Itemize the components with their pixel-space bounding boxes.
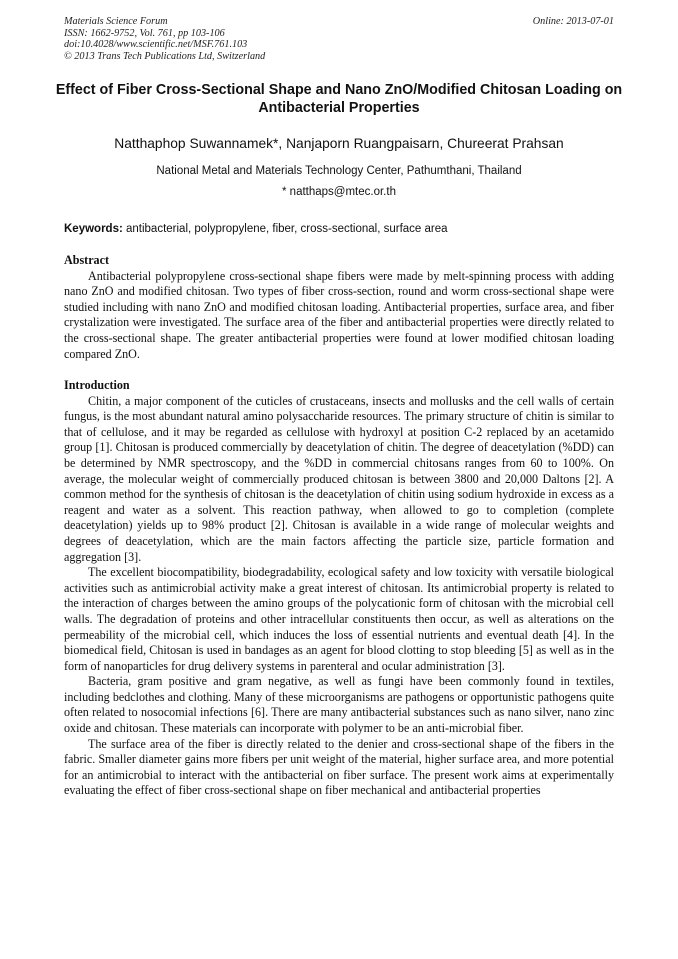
journal-header xyxy=(64,16,614,62)
abstract-heading: Abstract xyxy=(64,253,110,267)
journal-issn: ISSN: 1662-9752, Vol. 761, pp 103-106 xyxy=(64,27,225,39)
paper-title: Effect of Fiber Cross-Sectional Shape and Nano ZnO/Modified Chitosan Loading on Antibacterial Properties xyxy=(55,82,623,116)
author-list: Natthaphop Suwannamek*, Nanjaporn Ruangpaisarn, Chureerat Prahsan xyxy=(114,136,564,151)
intro-paragraph-3: Bacteria, gram positive and gram negative, as well as fungi have been commonly found in textiles, including bedclothes and clothing. Many of these microorganisms are pathogens or opportunistic pathogens quite often related to nosocomial infections [6]. There are many antibacterial substances such as nano silver, nano zinc oxide and chitosan. These materials can incorporate with polymer to be an anti-microbial fiber. xyxy=(64,674,614,736)
journal-meta xyxy=(64,16,614,62)
abstract-section xyxy=(64,253,614,362)
journal-name: Materials Science Forum xyxy=(64,16,168,27)
corresponding-email: * natthaps@mtec.or.th xyxy=(282,186,396,198)
introduction-section xyxy=(64,378,614,799)
abstract-text: Antibacterial polypropylene cross-sectional shape fibers were made by melt-spinning process with adding nano ZnO and modified chitosan. Two types of fiber cross-section, round and worm cross-sectional shape were studied including with nano ZnO and modified chitosan loading. Antibacterial properties, surface area, and fiber crystalization were investigated. The surface area of the fiber and antibacterial properties were directly related to the cross-sectional shape. The greater antibacterial properties were found at lower modified chitosan loading compared ZnO. xyxy=(64,268,614,361)
keywords-line xyxy=(64,222,616,236)
introduction-heading: Introduction xyxy=(64,378,130,392)
keywords-text: antibacterial, polypropylene, fiber, cross-sectional, surface area xyxy=(126,223,448,235)
journal-copyright: © 2013 Trans Tech Publications Ltd, Switzerland xyxy=(64,50,266,62)
intro-paragraph-4: The surface area of the fiber is directly related to the denier and cross-sectional shape of the fibers in the fabric. Smaller diameter gains more fibers per unit weight of the material, higher surface area, and more potential for an antimicrobial to interact with the antibacterial on fiber surface. The present work aims at experimentally evaluating the effect of fiber cross-sectional shape on fiber mechanical and antibacterial properties xyxy=(64,736,614,798)
online-date: Online: 2013-07-01 xyxy=(532,16,614,27)
author-affiliation: National Metal and Materials Technology Center, Pathumthani, Thailand xyxy=(156,165,522,177)
journal-doi: doi:10.4028/www.scientific.net/MSF.761.103 xyxy=(64,39,248,50)
intro-paragraph-2: The excellent biocompatibility, biodegradability, ecological safety and low toxicity with versatile biological activities such as antimicrobial activity make a great interest of chitosan. Its antimicrobial property is related to the interaction of charges between the amino groups of the polycationic form of chitosan with the microbial cell walls. The degradation of proteins and other intracellular constituents then occur, as well as alterations on the permeability of the microbial cell, which induces the loss of essential nutrients and eventual death [4]. In the biomedical field, Chitosan is used in bandages as an agent for blood clotting to stop bleeding [5] as well as in the form of nanoparticles for drug delivery systems in parenteral and ocular administration [3]. xyxy=(64,565,614,673)
keywords-label: Keywords: xyxy=(64,223,123,235)
intro-paragraph-1: Chitin, a major component of the cuticles of crustaceans, insects and mollusks and the cell walls of certain fungus, is the most abundant natural amino polysaccharide resources. The primary structure of chitin is similar to that of cellulose, and it may be regarded as cellulose with hydroxyl at position C-2 replaced by an acetamido group [1]. Chitosan is produced commercially by deacetylation of chitin. The degree of deacetylation (%DD) can be determined by NMR spectroscopy, and the %DD in commercial chitosans ranges from 60 to 100%. On average, the molecular weight of commercially produced chitosan is between 3800 and 20,000 Daltons [2]. A common method for the synthesis of chitosan is the deacetylation of chitin using sodium hydroxide in excess as a reagent and water as a solvent. This reaction pathway, when allowed to go to completion (complete deacetylation) yields up to 98% product [2]. Chitosan is available in a wide range of molecular weights and degrees of deacetylation, which are the main factors affecting the particle size, particle formation and aggregation [3]. xyxy=(64,393,614,564)
